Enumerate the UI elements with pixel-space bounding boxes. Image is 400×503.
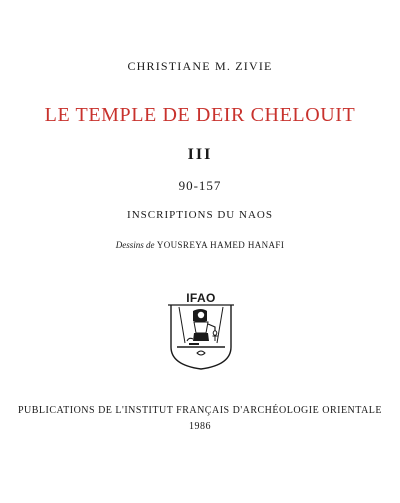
book-title: LE TEMPLE DE DEIR CHELOUIT: [44, 104, 356, 126]
ifao-logo: [165, 291, 237, 371]
drawings-credit: [0, 240, 400, 250]
publication-year: 1986: [189, 421, 211, 432]
illustrator-name: YOUSREYA HAMED HANAFI: [156, 240, 285, 250]
drawings-lead: Dessins de: [115, 240, 155, 250]
subject-line: INSCRIPTIONS DU NAOS: [127, 209, 273, 221]
volume-number: III: [187, 146, 213, 163]
ifao-logo-text: IFAO: [186, 291, 216, 305]
publisher-name: PUBLICATIONS DE L'INSTITUT FRANÇAIS D'ARCHÉOLOGIE ORIENTALE: [17, 405, 383, 416]
inscription-range: 90-157: [178, 178, 222, 193]
author-name: CHRISTIANE M. ZIVIE: [127, 59, 273, 73]
